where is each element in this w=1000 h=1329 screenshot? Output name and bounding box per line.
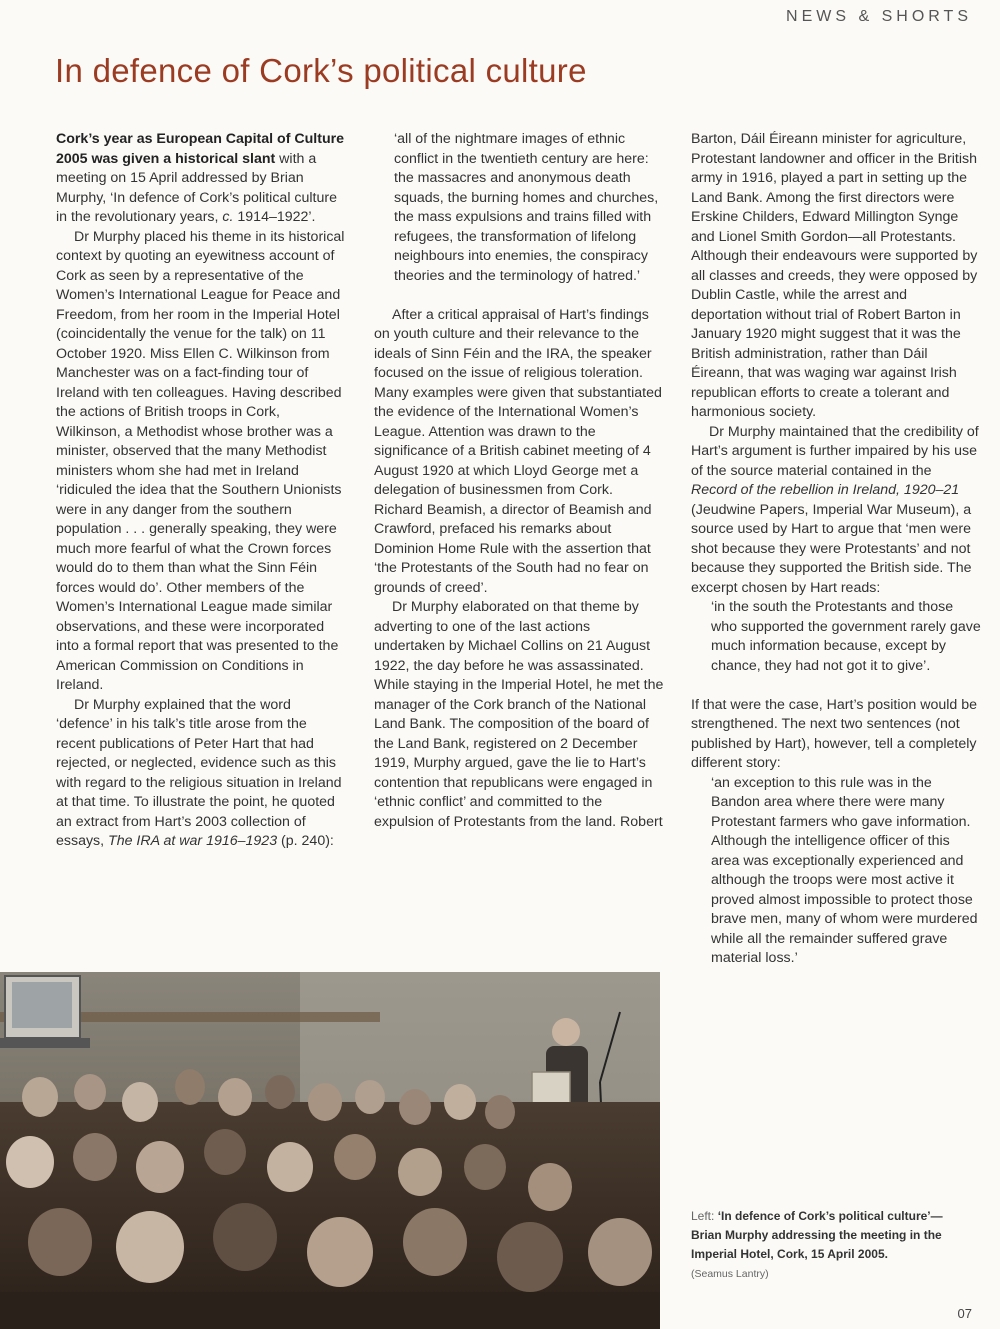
block-quote: ‘all of the nightmare images of ethnic conflict in the twentieth century are here: the massacres and anonymous death squads, the burning homes and churches, the mass expulsions and trains filled with refugees, the transformation of lifelong neighbours into enemies, the conspiracy theories and the terminology of hatred.’ <box>394 131 659 284</box>
block-quote: ‘an exception to this rule was in the Bandon area where there were many Protestant farmers who gave information. Although the intelligence officer of this area was exceptionally experienced and although the troops were most active it proved almost impossible to protect those brave men, many of whom were murdered while all the remainder suffered grave material loss.’ <box>711 774 978 966</box>
paragraph: If that were the case, Hart’s position would be strengthened. The next two sentences (not published by Hart), however, tell a completely different story: <box>691 696 978 771</box>
source-title: Record of the rebellion in Ireland, 1920–21 <box>691 482 960 498</box>
paragraph: Barton, Dáil Éireann minister for agriculture, Protestant landowner and officer in the British army in 1916, played a part in setting up the Land Bank. Among the first directors were Erskine Childers, Edward Millington Synge and Lionel Smith Gordon—all Protestants. Although their endeavours were supported by all classes and creeds, they were opposed by Dublin Castle, while the arrest and deportation without trial of Robert Barton in January 1920 might suggest that it was the British administration, rather than Dáil Éireann, that was waging war against Irish republican efforts to create a tolerant and harmonious society. <box>691 131 978 420</box>
circa: c. <box>222 209 234 225</box>
caption-label: Left: <box>691 1209 718 1223</box>
meeting-photo <box>0 972 660 1329</box>
paragraph-end: (p. 240): <box>277 833 334 849</box>
section-label: NEWS & SHORTS <box>786 8 972 25</box>
photo-credit: (Seamus Lantry) <box>691 1268 769 1280</box>
column-2 <box>374 130 664 832</box>
paragraph-text: Dr Murphy explained that the word ‘defence’ in his talk’s title arose from the recent publications of Peter Hart that had rejected, or neglected, evidence such as this with regard to the religious situation in Ireland at that time. To illustrate the point, he quoted an extract from Hart’s 2003 collection of essays, <box>56 696 342 849</box>
lead-in: Cork’s year as European Capital of Culture 2005 was given a historical slant <box>56 131 345 167</box>
paragraph-end: (Jeudwine Papers, Imperial War Museum), a source used by Hart to argue that ‘men were shot because they were Protestants’ and not because they supported the British side. The excerpt chosen by Hart reads: <box>691 501 972 596</box>
intro-text: with a meeting on 15 April addressed by Brian Murphy, ‘In defence of Cork’s political culture in the revolutionary years, <box>56 150 337 225</box>
paragraph <box>56 696 346 852</box>
book-title: The IRA at war 1916–1923 <box>108 833 278 849</box>
block-quote: ‘in the south the Protestants and those who supported the government rarely gave much information because, except by chance, they had not got it to give’. <box>711 599 981 674</box>
paragraph: After a critical appraisal of Hart’s findings on youth culture and their relevance to the ideals of Sinn Féin and the IRA, the speaker focused on the issue of religious toleration. Many examples were given that substantiated the evidence of the International Women’s League. Attention was drawn to the significance of a British cabinet meeting of 4 August 1920 at which Lloyd George met a delegation of businessmen from Cork. Richard Beamish, a director of Beamish and Crawford, prefaced his remarks about Dominion Home Rule with the assertion that ‘the Protestants of the South had no fear on grounds of creed’. <box>374 306 662 596</box>
column-1 <box>56 130 346 852</box>
paragraph: Dr Murphy placed his theme in its historical context by quoting an eyewitness account of Cork as seen by a representative of the Women’s International League for Peace and Freedom, from her room in the Imperial Hotel (coincidentally the venue for the talk) on 11 October 1920. Miss Ellen C. Wilkinson from Manchester was on a fact-finding tour of Ireland with ten colleagues. Having described the actions of British troops in Cork, Wilkinson, a Methodist whose brother was a minister, observed that the many Methodist ministers whom she had met in Ireland ‘ridiculed the idea that the Southern Unionists were in any danger from the southern population . . . generally speaking, they were much more fearful of what the Crown forces would do to them than what the Sinn Féin forces would do’. Other members of the Women’s International League made similar observations, and these were incorporated into a formal report that was presented to the American Commission on Conditions in Ireland. <box>56 228 345 693</box>
page-number: 07 <box>957 1306 972 1321</box>
paragraph: Dr Murphy elaborated on that theme by adverting to one of the last actions undertaken by Michael Collins on 21 August 1922, the day before he was assassinated. While staying in the Imperial Hotel, he met the manager of the Cork branch of the National Land Bank. The composition of the board of the Land Bank, registered on 2 December 1919, Murphy argued, gave the lie to Hart’s contention that republicans were engaged in ‘ethnic conflict’ and committed to the expulsion of Protestants from the land. Robert <box>374 599 664 830</box>
photo-caption <box>691 1207 971 1284</box>
paragraph <box>691 423 981 599</box>
article-title: In defence of Cork’s political culture <box>55 52 587 89</box>
column-3 <box>691 130 981 969</box>
intro-end: 1914–1922’. <box>233 209 316 225</box>
intro-paragraph <box>56 130 346 228</box>
paragraph-text: Dr Murphy maintained that the credibility of Hart’s argument is further impaired by his use of the source material contained in the <box>691 423 979 479</box>
caption-text: ‘In defence of Cork’s political culture’—Brian Murphy addressing the meeting in the Imperial Hotel, Cork, 15 April 2005. <box>691 1209 943 1261</box>
meeting-photo-illustration <box>0 972 660 1329</box>
